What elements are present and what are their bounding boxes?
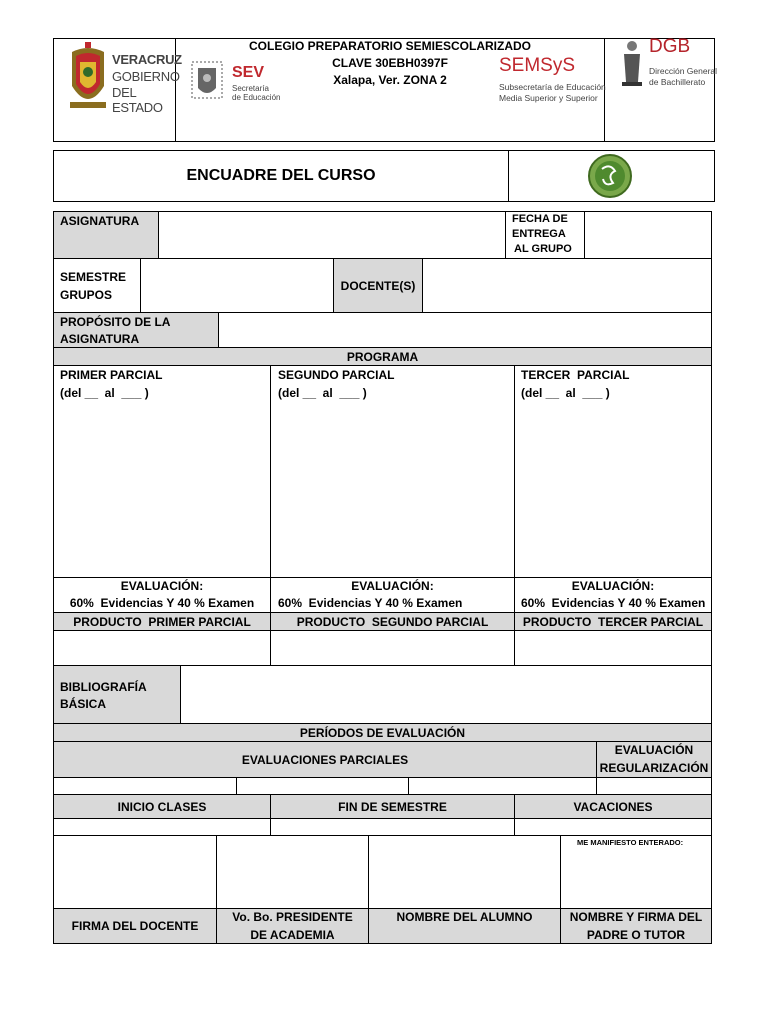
veracruz-line2: GOBIERNO — [112, 69, 180, 84]
nombre-padre-field[interactable] — [560, 835, 712, 909]
docentes-label-cell — [333, 258, 423, 313]
vobo-footer — [216, 908, 369, 944]
fin-semestre-label: FIN DE SEMESTRE — [338, 799, 447, 814]
parcial-3-range: (del __ al ___ ) — [521, 386, 610, 400]
semsys-title: SEMSyS — [499, 55, 576, 76]
nombre-padre-footer — [560, 908, 712, 944]
bibliografia-line2: BÁSICA — [60, 697, 107, 711]
producto-1-field[interactable] — [53, 630, 271, 666]
evaluacion-1-cell — [53, 577, 271, 613]
evaluaciones-parciales-label: EVALUACIONES PARCIALES — [241, 752, 409, 767]
producto-3-field[interactable] — [514, 630, 712, 666]
vobo-field[interactable] — [216, 835, 369, 909]
proposito-line1: PROPÓSITO DE LA — [60, 315, 171, 329]
school-name: COLEGIO PREPARATORIO SEMIESCOLARIZADO — [248, 39, 532, 53]
sev-sub2: de Educación — [232, 93, 281, 102]
nombre-alumno-footer — [368, 908, 561, 944]
programa-header — [53, 347, 712, 366]
parcial-1-column[interactable] — [53, 365, 271, 578]
asignatura-label: ASIGNATURA — [60, 214, 140, 228]
dgb-emblem-icon — [618, 38, 646, 90]
producto-2-field[interactable] — [270, 630, 515, 666]
school-location: Xalapa, Ver. ZONA 2 — [333, 73, 447, 87]
nombre-padre-line2: PADRE O TUTOR — [586, 928, 686, 942]
proposito-label-cell — [53, 312, 219, 348]
docentes-label: DOCENTE(S) — [340, 278, 416, 293]
nombre-alumno-field[interactable] — [368, 835, 561, 909]
evaluacion-date-1-field[interactable] — [53, 777, 237, 795]
semsys-logo — [499, 55, 605, 107]
parcial-3-column[interactable] — [514, 365, 712, 578]
evaluacion-3-detail: 60% Evidencias Y 40 % Examen — [521, 596, 706, 610]
evaluacion-2-title: EVALUACIÓN: — [351, 579, 434, 593]
asignatura-field[interactable] — [158, 211, 506, 259]
school-seal-icon — [587, 153, 633, 199]
evaluacion-1-title: EVALUACIÓN: — [120, 579, 204, 593]
firma-docente-label: FIRMA DEL DOCENTE — [71, 919, 199, 933]
veracruz-shield-icon — [66, 42, 110, 114]
dgb-sub2: de Bachillerato — [649, 77, 706, 87]
evaluacion-2-cell — [270, 577, 515, 613]
semsys-sub1: Subsecretaría de Educación — [499, 82, 606, 92]
vacaciones-field[interactable] — [514, 818, 712, 836]
veracruz-line1: VERACRUZ — [112, 52, 182, 67]
bibliografia-field[interactable] — [180, 665, 712, 724]
parcial-1-title: PRIMER PARCIAL — [60, 368, 163, 382]
grupos-label: GRUPOS — [60, 288, 113, 302]
vobo-line1: Vo. Bo. PRESIDENTE — [232, 910, 353, 924]
firma-docente-field[interactable] — [53, 835, 217, 909]
fin-semestre-header — [270, 794, 515, 819]
sev-title: SEV — [232, 64, 265, 81]
fecha-entrega-line2: ENTREGA — [512, 228, 566, 240]
evaluacion-date-3-field[interactable] — [408, 777, 597, 795]
inicio-clases-header — [53, 794, 271, 819]
evaluacion-2-detail: 60% Evidencias Y 40 % Examen — [278, 596, 463, 610]
producto-1-header — [53, 612, 271, 631]
sev-emblem-icon — [188, 58, 226, 102]
evaluacion-regularizacion-header — [596, 741, 712, 778]
title-divider — [508, 150, 509, 202]
evaluacion-3-cell — [514, 577, 712, 613]
semsys-sub2: Media Superior y Superior — [499, 93, 598, 103]
periodos-label: PERÍODOS DE EVALUACIÓN — [299, 725, 466, 740]
producto-3-label: PRODUCTO TERCER PARCIAL — [522, 614, 704, 629]
bibliografia-label-cell — [53, 665, 181, 724]
dgb-title: DGB — [649, 36, 691, 57]
fecha-entrega-line1: FECHA DE — [512, 213, 568, 225]
producto-2-label: PRODUCTO SEGUNDO PARCIAL — [296, 614, 489, 629]
parcial-2-title: SEGUNDO PARCIAL — [278, 368, 395, 382]
programa-label: PROGRAMA — [346, 349, 419, 364]
nombre-padre-line1: NOMBRE Y FIRMA DEL — [569, 910, 703, 924]
producto-2-header — [270, 612, 515, 631]
veracruz-line3: DEL ESTADO — [112, 85, 163, 115]
semestre-field[interactable] — [140, 258, 334, 313]
fecha-entrega-label-cell — [505, 211, 585, 259]
evaluacion-reg-line2: REGULARIZACIÓN — [599, 761, 709, 775]
dgb-logo — [618, 36, 718, 92]
parcial-1-range: (del __ al ___ ) — [60, 386, 149, 400]
fecha-entrega-line3: AL GRUPO — [514, 243, 572, 255]
producto-3-header — [514, 612, 712, 631]
asignatura-label-cell — [53, 211, 159, 259]
school-key: CLAVE 30EBH0397F — [332, 56, 448, 70]
vacaciones-label: VACACIONES — [573, 799, 653, 814]
page-title: ENCUADRE DEL CURSO — [186, 167, 376, 184]
parcial-2-column[interactable] — [270, 365, 515, 578]
periodos-header — [53, 723, 712, 742]
evaluacion-date-2-field[interactable] — [236, 777, 409, 795]
dgb-sub1: Dirección General — [649, 66, 718, 76]
vacaciones-header — [514, 794, 712, 819]
sev-sub1: Secretaría — [232, 84, 269, 93]
me-manifiesto-label: ME MANIFIESTO ENTERADO: — [577, 838, 684, 847]
veracruz-logo — [66, 42, 182, 115]
vobo-line2: DE ACADEMIA — [250, 928, 335, 942]
parcial-2-range: (del __ al ___ ) — [278, 386, 367, 400]
docentes-field[interactable] — [422, 258, 712, 313]
proposito-field[interactable] — [218, 312, 712, 348]
semestre-label: SEMESTRE — [60, 270, 127, 284]
semestre-label-cell — [53, 258, 141, 313]
fecha-entrega-field[interactable] — [584, 211, 712, 259]
evaluacion-1-detail: 60% Evidencias Y 40 % Examen — [69, 596, 255, 610]
evaluaciones-parciales-header — [53, 741, 597, 778]
fin-semestre-field[interactable] — [270, 818, 515, 836]
evaluacion-3-title: EVALUACIÓN: — [571, 579, 655, 593]
inicio-clases-field[interactable] — [53, 818, 271, 836]
proposito-line2: ASIGNATURA — [60, 332, 140, 346]
firma-docente-footer — [53, 908, 217, 944]
producto-1-label: PRODUCTO PRIMER PARCIAL — [73, 614, 251, 629]
evaluacion-reg-date-field[interactable] — [596, 777, 712, 795]
parcial-3-title: TERCER PARCIAL — [521, 368, 630, 382]
inicio-clases-label: INICIO CLASES — [117, 799, 207, 814]
bibliografia-line1: BIBLIOGRAFÍA — [60, 680, 147, 694]
evaluacion-reg-line1: EVALUACIÓN — [614, 743, 694, 757]
nombre-alumno-label: NOMBRE DEL ALUMNO — [396, 910, 533, 924]
